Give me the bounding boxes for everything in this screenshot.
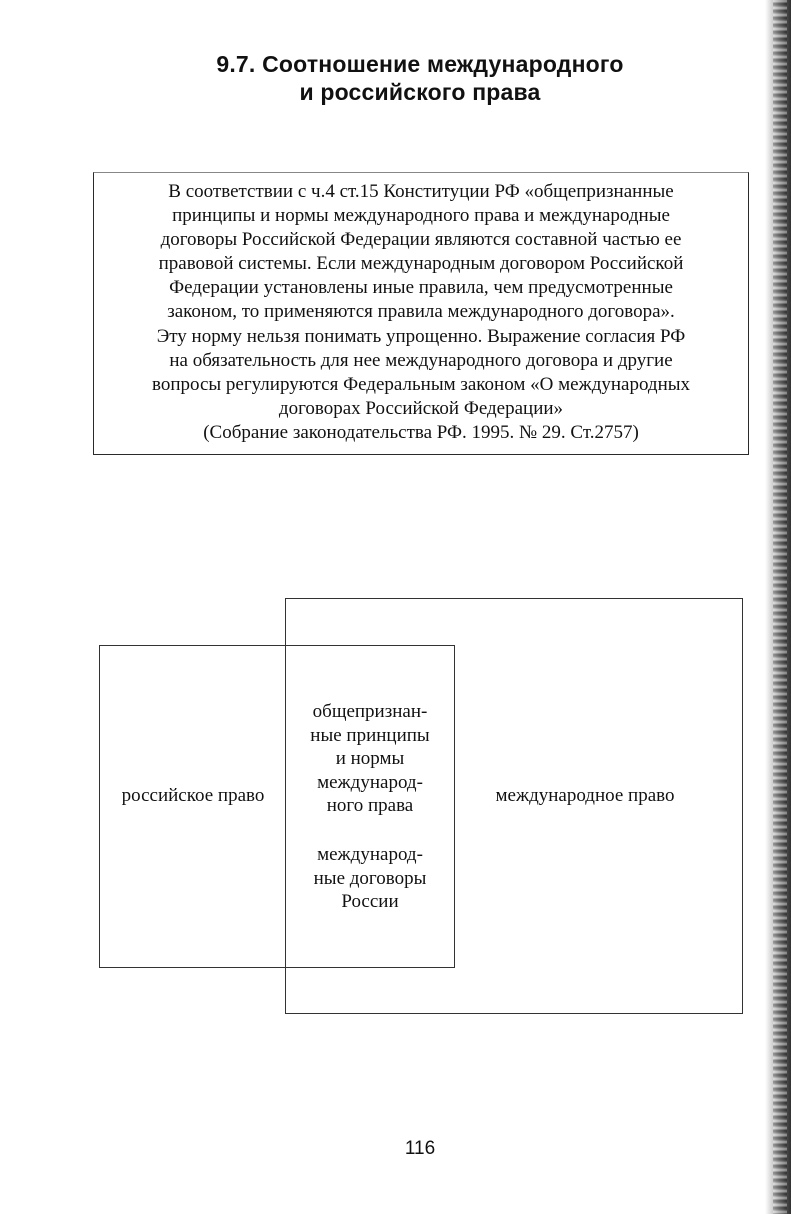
quote-line: Эту норму нельзя понимать упрощенно. Выражение согласия РФ xyxy=(156,325,686,347)
overlap-line: международ- xyxy=(317,771,423,793)
overlap-line: общепризнан- xyxy=(312,701,428,722)
overlap-line: ного права xyxy=(326,795,414,816)
title-line-1: 9.7. Соотношение международного xyxy=(216,51,624,77)
overlap-principles-text xyxy=(286,700,454,818)
title-line-2: и российского права xyxy=(299,79,541,105)
overlap-line: России xyxy=(341,891,399,912)
quote-line: на обязательность для нее международного договора и другие xyxy=(169,349,673,371)
quote-line: законом, то применяются правила международного договора». xyxy=(167,301,675,323)
page-title xyxy=(120,50,720,106)
quote-text xyxy=(93,180,749,445)
quote-line: (Собрание законодательства РФ. 1995. № 29. Ст.2757) xyxy=(203,421,639,443)
quote-line: правовой системы. Если международным договором Российской xyxy=(158,253,684,275)
quote-line: договоры Российской Федерации являются составной частью ее xyxy=(160,229,682,251)
overlap-treaties-text xyxy=(286,843,454,914)
overlap-line: и нормы xyxy=(335,748,405,769)
overlap-line: ные принципы xyxy=(310,724,430,746)
quote-line: принципы и нормы международного права и международные xyxy=(172,205,670,227)
quote-line: вопросы регулируются Федеральным законом «О международных xyxy=(151,373,691,395)
page-number: 116 xyxy=(404,1138,436,1159)
russian-law-label: российское право xyxy=(121,785,265,806)
quote-line: договорах Российской Федерации» xyxy=(278,397,564,419)
binding-texture xyxy=(773,0,787,1214)
quote-line: В соответствии с ч.4 ст.15 Конституции РФ «общепризнанные xyxy=(168,181,674,202)
quote-line: Федерации установлены иные правила, чем предусмотренные xyxy=(169,277,673,299)
international-law-label: международное право xyxy=(495,785,675,806)
overlap-line: ные договоры xyxy=(313,867,427,889)
overlap-line: международ- xyxy=(317,844,423,865)
